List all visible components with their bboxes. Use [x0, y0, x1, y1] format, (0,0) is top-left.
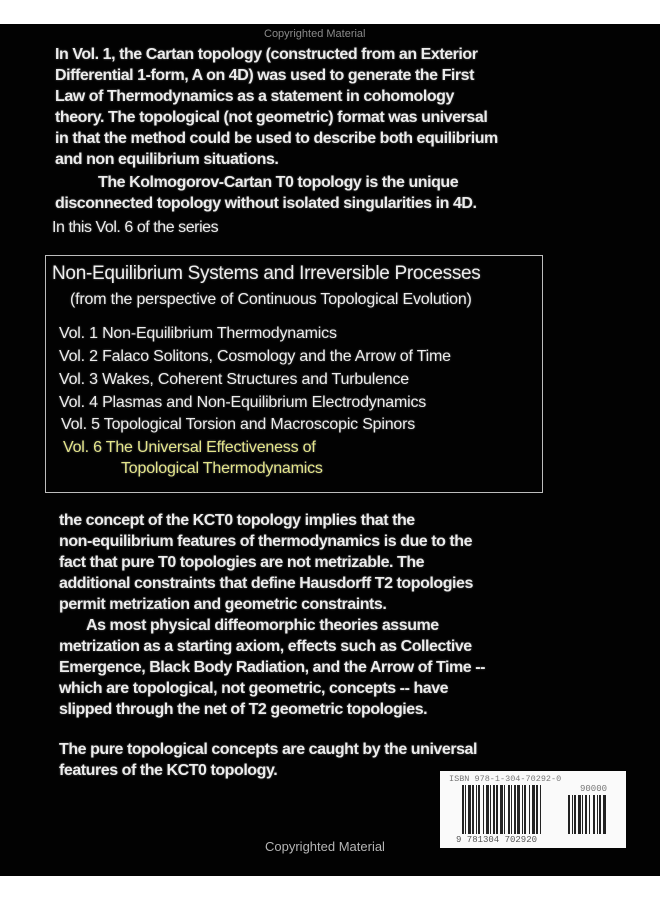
series-subtitle: (from the perspective of Continuous Topological Evolution)	[70, 291, 472, 308]
volume-item-current-cont: Topological Thermodynamics	[121, 460, 323, 477]
body-line: which are topological, not geometric, concepts -- have	[59, 680, 449, 697]
barcode-bars	[462, 785, 559, 834]
barcode-stripe	[541, 785, 542, 834]
intro-line: In Vol. 1, the Cartan topology (constructed from an Exterior	[55, 46, 478, 63]
intro-line: Law of Thermodynamics as a statement in cohomology	[55, 88, 454, 105]
volume-item: Vol. 5 Topological Torsion and Macroscopic Spinors	[61, 416, 416, 433]
intro-line: theory. The topological (not geometric) format was universal	[55, 109, 488, 126]
addon-bars	[568, 795, 616, 834]
barcode-digits: 9 781304 702920	[456, 835, 538, 845]
series-title: Non-Equilibrium Systems and Irreversible Processes	[52, 263, 481, 284]
volume-item: Vol. 4 Plasmas and Non-Equilibrium Electrodynamics	[59, 394, 427, 411]
body-line: fact that pure T0 topologies are not metrizable. The	[59, 554, 425, 571]
body-line: the concept of the KCT0 topology implies that the	[59, 512, 415, 529]
intro-line: Differential 1-form, A on 4D) was used to generate the First	[55, 67, 475, 84]
copyright-footer: Copyrighted Material	[265, 839, 385, 854]
intro-line: and non equilibrium situations.	[55, 151, 279, 168]
intro-line: in that the method could be used to describe both equilibrium	[55, 130, 498, 147]
intro-line: disconnected topology without isolated singularities in 4D.	[55, 195, 477, 212]
body-line: features of the KCT0 topology.	[59, 762, 278, 779]
barcode-stripe	[603, 795, 606, 834]
body-line: slipped through the net of T2 geometric topologies.	[59, 701, 428, 718]
volume-item-current: Vol. 6 The Universal Effectiveness of	[63, 439, 316, 456]
price-addon: 90000	[580, 784, 608, 794]
isbn-label: ISBN 978-1-304-70292-0	[449, 774, 562, 784]
body-line: non-equilibrium features of thermodynamics is due to the	[59, 533, 473, 550]
body-line: additional constraints that define Hausdorff T2 topologies	[59, 575, 473, 592]
isbn-barcode	[440, 771, 626, 848]
body-line: metrization as a starting axiom, effects such as Collective	[59, 638, 472, 655]
volume-item: Vol. 3 Wakes, Coherent Structures and Turbulence	[59, 371, 410, 388]
body-line: The pure topological concepts are caught by the universal	[59, 741, 477, 758]
intro-line: In this Vol. 6 of the series	[52, 219, 219, 236]
body-line: Emergence, Black Body Radiation, and the Arrow of Time --	[59, 659, 485, 676]
volume-item: Vol. 2 Falaco Solitons, Cosmology and the Arrow of Time	[59, 348, 451, 365]
body-line: As most physical diffeomorphic theories assume	[86, 617, 439, 634]
intro-line: The Kolmogorov-Cartan T0 topology is the unique	[98, 174, 459, 191]
body-line: permit metrization and geometric constraints.	[59, 596, 387, 613]
volume-item: Vol. 1 Non-Equilibrium Thermodynamics	[59, 325, 337, 342]
watermark: Copyrighted Material	[264, 28, 366, 40]
